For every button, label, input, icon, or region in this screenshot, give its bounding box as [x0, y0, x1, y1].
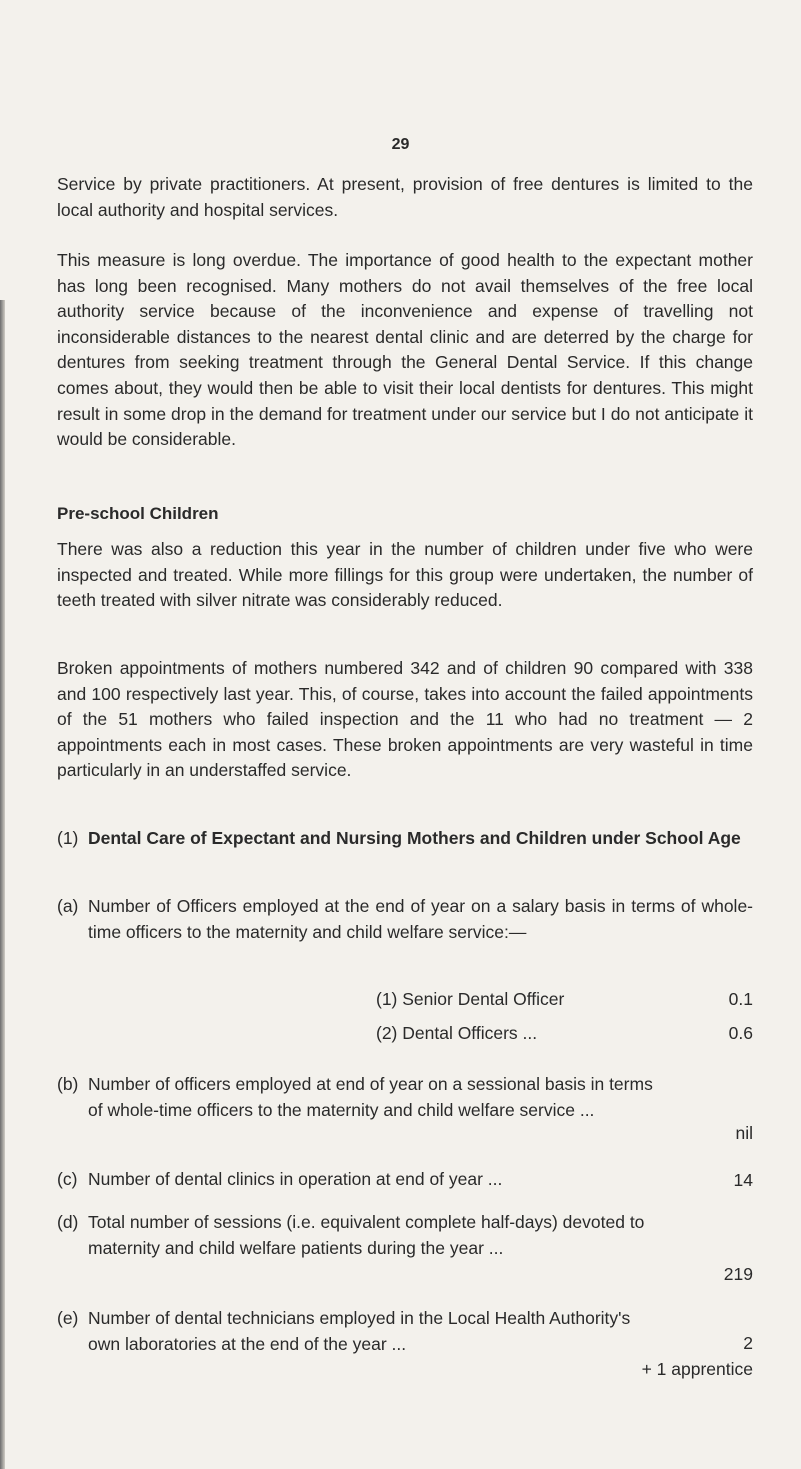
item-a-sub2-label: (2) Dental Officers ...	[376, 1023, 538, 1043]
item-b	[57, 1072, 667, 1123]
section-heading-dental-care	[57, 826, 753, 852]
item-a-sub1	[376, 987, 753, 1013]
item-c-label: (c)	[57, 1169, 78, 1189]
section-number: (1)	[57, 828, 79, 848]
item-a-label: (a)	[57, 896, 79, 916]
item-e-label: (e)	[57, 1308, 79, 1328]
section-title: Dental Care of Expectant and Nursing Mothers and Children under School Age	[88, 828, 741, 848]
item-d-text: Total number of sessions (i.e. equivalent complete half-days) devoted to maternity and child welfare patients during the year ...	[88, 1212, 645, 1258]
paragraph-private-practitioners: Service by private practitioners. At present, provision of free dentures is limited to the local authority and hospital services.	[57, 174, 753, 220]
item-d-value: 219	[723, 1264, 753, 1284]
item-a-sub1-label: (1) Senior Dental Officer	[376, 989, 565, 1009]
item-b-value: nil	[735, 1123, 753, 1143]
paragraph-reduction-children: There was also a reduction this year in the number of children under five who were inspected and treated. While more fillings for this group were undertaken, the number of teeth treated with silver nitrate was considerably reduced.	[57, 539, 753, 611]
item-d	[57, 1210, 667, 1261]
item-e-text: Number of dental technicians employed in the Local Health Authority's own laboratories at the end of the year ...	[88, 1308, 631, 1354]
item-b-label: (b)	[57, 1074, 79, 1094]
item-c	[57, 1167, 667, 1193]
paragraph-measure-overdue: This measure is long overdue. The importance of good health to the expectant mother has long been recognised. Many mothers do not avail themselves of the free local authority service because of the inconvenience and expense of travelling not inconsiderable distances to the nearest dental clinic and are deterred by the charge for dentures from seeking treatment through the General Dental Service. If this change comes about, they would then be able to visit their local dentists for dentures. This might result in some drop in the demand for treatment under our service but I do not anticipate it would be considerable.	[57, 250, 753, 450]
page-edge-shadow	[0, 300, 5, 1469]
item-b-text: Number of officers employed at end of year on a sessional basis in terms of whole-time officers to the maternity and child welfare service ...	[88, 1074, 653, 1120]
paragraph-broken-appointments: Broken appointments of mothers numbered 342 and of children 90 compared with 338 and 100 respectively last year. This, of course, takes into account the failed appointments of the 51 mothers who failed inspection and the 11 who had no treatment — 2 appointments each in most cases. These broken appointments are very wasteful in time particularly in an understaffed service.	[57, 658, 753, 781]
item-e-extra: + 1 apprentice	[641, 1359, 753, 1379]
item-a-sub2-value: 0.6	[728, 1023, 753, 1043]
item-e	[57, 1306, 667, 1357]
item-c-value: 14	[733, 1170, 753, 1190]
item-a	[57, 894, 753, 945]
item-a-text: Number of Officers employed at the end of year on a salary basis in terms of whole-time officers to the maternity and child welfare service:—	[88, 896, 753, 942]
item-d-label: (d)	[57, 1212, 79, 1232]
item-a-sub1-value: 0.1	[728, 989, 753, 1009]
item-e-value: 2	[743, 1333, 753, 1353]
item-a-sub2	[376, 1021, 753, 1047]
item-c-text: Number of dental clinics in operation at end of year ...	[88, 1169, 503, 1189]
heading-preschool-children: Pre-school Children	[57, 504, 219, 523]
page-number: 29	[391, 136, 410, 153]
